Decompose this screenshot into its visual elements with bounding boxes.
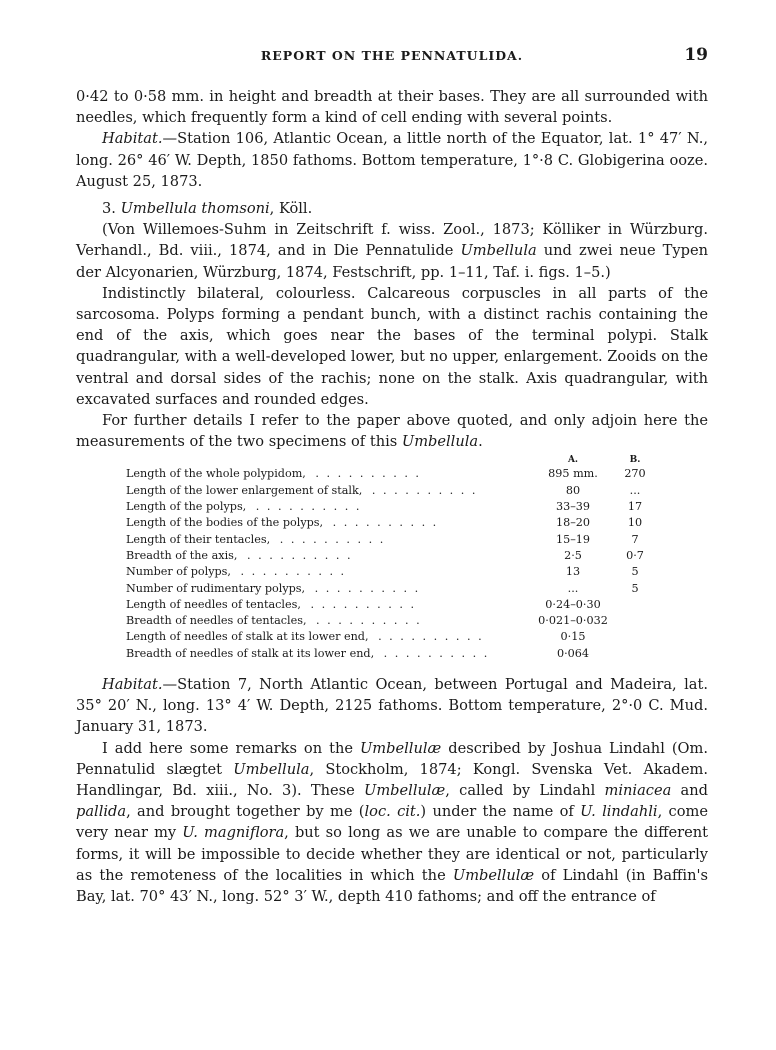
table-header-row bbox=[126, 454, 658, 466]
measurement-label: Length of the bodies of the polyps, bbox=[126, 516, 327, 529]
leader-dots: . . . . . . . . . . bbox=[234, 565, 347, 579]
synonymy-part-2: und zwei neue Typen der Alcyonarien, Würzburg, 1874, Festschrift, pp. 1–11, Taf. i. figs. 1–5.) bbox=[76, 242, 708, 281]
header-label-cell bbox=[126, 454, 534, 466]
leader-dots: . . . . . . . . . . bbox=[378, 646, 490, 660]
habitat-label: Habitat. bbox=[102, 676, 163, 694]
habitat-label: Habitat. bbox=[102, 130, 163, 148]
further-text: For further details I refer to the paper above quoted, and only adjoin here the measurements of the two specimens of this bbox=[76, 412, 708, 451]
table-row bbox=[126, 532, 658, 548]
remarks-text: of Lindahl (in Baffin's Bay, lat. 70° 43′ N., long. 52° 3′ W., depth 410 fathoms; and off the entrance of bbox=[76, 866, 708, 906]
measurement-label: Number of polyps, bbox=[126, 565, 235, 578]
specimen-a-value: 0·064 bbox=[556, 646, 590, 660]
remarks-text: , but so long as we are unable to compare the different forms, it will be impossible to decide whether they are identical or not, particularly as the remoteness of the localities in which the bbox=[76, 824, 708, 884]
specimen-b-value: 5 bbox=[631, 565, 639, 579]
paragraph-continuation: 0·42 to 0·58 mm. in height and breadth at their bases. They are all surrounded with needles, which frequently form a kind of cell ending with several points. bbox=[76, 88, 708, 127]
specimen-a-value: 33–39 bbox=[555, 500, 591, 514]
leader-dots: . . . . . . . . . . bbox=[309, 467, 421, 481]
table-row bbox=[126, 483, 658, 499]
synonymy-paragraph bbox=[76, 219, 708, 283]
specimen-a-value: ... bbox=[567, 581, 579, 595]
measurement-label-cell bbox=[126, 646, 534, 662]
measurement-label: Length of needles of tentacles, bbox=[126, 598, 305, 611]
leader-dots: . . . . . . . . . . bbox=[372, 630, 484, 644]
measurement-label: Length of their tentacles, bbox=[126, 533, 274, 546]
measurement-label-cell bbox=[126, 548, 534, 564]
measurement-label-cell bbox=[126, 466, 534, 482]
leader-dots: . . . . . . . . . . bbox=[310, 614, 422, 628]
leader-dots: . . . . . . . . . . bbox=[274, 532, 386, 546]
remarks-text: I add here some remarks on the bbox=[102, 739, 360, 757]
measurement-label: Breadth of needles of tentacles, bbox=[126, 614, 311, 627]
habitat-text: —Station 106, Atlantic Ocean, a little north of the Equator, lat. 1° 47′ N., long. 26° 46′ W. Depth, 1850 fathoms. Bottom temperature, 1°·8 C. Globigerina ooze. August 25, 1873. bbox=[76, 130, 708, 190]
remarks-text: , called by Lindahl bbox=[445, 782, 605, 800]
specimen-a-value: 13 bbox=[565, 565, 581, 579]
remarks-italic: Umbellulæ bbox=[360, 739, 442, 757]
leader-dots: . . . . . . . . . . bbox=[304, 597, 417, 611]
species-number: 3. bbox=[102, 200, 116, 218]
specimen-b-value bbox=[612, 613, 658, 629]
specimen-b-value: 5 bbox=[631, 581, 639, 595]
remarks-text: ) under the name of bbox=[420, 803, 581, 821]
leader-dots: . . . . . . . . . . bbox=[327, 516, 439, 530]
remarks-italic: Umbellulæ bbox=[364, 782, 446, 800]
specimen-a-value: 15–19 bbox=[555, 532, 591, 546]
synonymy-genus: Umbellula bbox=[460, 242, 537, 260]
description-paragraph: Indistinctly bilateral, colourless. Calcareous corpuscles in all parts of the sarcosoma. Polyps forming a pendant bunch, with a distinct rachis containing the end of the axis, which goes near the bases of the terminal polypi. Stalk quadrangular, with a well-developed lower, but no upper, enlargement. Zooids on the ventral and dorsal sides of the rachis; none on the stalk. Axis quadrangular, with excavated surfaces and rounded edges. bbox=[76, 284, 708, 408]
measurement-label: Length of the lower enlargement of stalk, bbox=[126, 484, 366, 497]
specimen-b-value bbox=[612, 597, 658, 613]
leader-dots: . . . . . . . . . . bbox=[241, 548, 353, 562]
table-row bbox=[126, 466, 658, 482]
measurement-label-cell bbox=[126, 629, 534, 645]
specimen-a-value: 0·24–0·30 bbox=[545, 597, 601, 611]
measurement-label-cell bbox=[126, 597, 534, 613]
measurement-label: Length of the whole polypidom, bbox=[126, 467, 310, 480]
measurements-table bbox=[126, 454, 658, 662]
specimen-a-value: 18–20 bbox=[555, 516, 591, 530]
leader-dots: . . . . . . . . . . bbox=[366, 483, 478, 497]
specimen-b-value bbox=[612, 646, 658, 662]
measurement-label: Length of needles of stalk at its lower end, bbox=[126, 630, 373, 643]
page-body bbox=[76, 86, 708, 907]
specimen-b-value: 0·7 bbox=[626, 548, 644, 562]
measurement-label: Breadth of the axis, bbox=[126, 549, 241, 562]
column-a-header: A. bbox=[567, 455, 579, 466]
further-end: . bbox=[478, 433, 483, 451]
species-name: Umbellula thomsoni bbox=[120, 200, 270, 218]
table-row bbox=[126, 629, 658, 645]
remarks-text: , come very near my bbox=[76, 803, 708, 842]
specimen-b-value: 17 bbox=[627, 500, 643, 514]
specimen-a-value: 80 bbox=[565, 483, 581, 497]
remarks-paragraph bbox=[76, 738, 708, 908]
remarks-text: described by Joshua Lindahl (Om. Pennatulid slægtet bbox=[76, 739, 708, 778]
remarks-text: , and brought together by me ( bbox=[126, 803, 365, 821]
habitat-paragraph-2 bbox=[76, 674, 708, 738]
measurement-label-cell bbox=[126, 581, 534, 597]
measurement-label-cell bbox=[126, 613, 534, 629]
specimen-a-value: 2·5 bbox=[564, 548, 582, 562]
specimen-a-value: 0·021–0·032 bbox=[538, 614, 608, 628]
column-b-header: B. bbox=[629, 455, 641, 466]
table-row bbox=[126, 597, 658, 613]
synonymy-part-1: (Von Willemoes-Suhm in Zeitschrift f. wiss. Zool., 1873; Kölliker in Würzburg. Verhandl., Bd. viii., 1874, and in Die Pennatulide bbox=[76, 221, 708, 260]
specimen-b-value: 270 bbox=[624, 467, 646, 481]
remarks-text: , Stockholm, 1874; Kongl. Svenska Vet. Akadem. Handlingar, Bd. xiii., No. 3). These bbox=[76, 760, 708, 800]
remarks-text: and bbox=[671, 782, 708, 800]
leader-dots: . . . . . . . . . . bbox=[309, 581, 421, 595]
measurement-label-cell bbox=[126, 499, 534, 515]
further-genus: Umbellula bbox=[401, 433, 479, 451]
remarks-italic: U. magniflora bbox=[182, 824, 285, 842]
specimen-a-value: 0·15 bbox=[560, 630, 586, 644]
specimen-b-value: ... bbox=[629, 483, 641, 497]
remarks-italic: U. lindahli bbox=[580, 803, 658, 821]
table-row bbox=[126, 564, 658, 580]
table-row bbox=[126, 646, 658, 662]
measurement-label-cell bbox=[126, 564, 534, 580]
measurements-table-wrap bbox=[76, 454, 708, 662]
habitat-text: —Station 7, North Atlantic Ocean, between Portugal and Madeira, lat. 35° 20′ N., long. 13° 4′ W. Depth, 2125 fathoms. Bottom temperature, 2°·0 C. Mud. January 31, 1873. bbox=[76, 676, 708, 736]
species-author: , Köll. bbox=[269, 200, 313, 218]
table-row bbox=[126, 499, 658, 515]
specimen-b-value bbox=[612, 629, 658, 645]
remarks-italic: Umbellulæ bbox=[452, 866, 535, 884]
remarks-italic: loc. cit. bbox=[364, 803, 421, 821]
remarks-italic: Umbellula bbox=[233, 760, 310, 778]
page-header bbox=[76, 45, 708, 70]
table-row bbox=[126, 613, 658, 629]
table-row bbox=[126, 548, 658, 564]
measurement-label: Number of rudimentary polyps, bbox=[126, 582, 309, 595]
page-number: 19 bbox=[684, 45, 708, 65]
table-row bbox=[126, 581, 658, 597]
specimen-b-value: 10 bbox=[627, 516, 643, 530]
remarks-italic: miniacea bbox=[604, 782, 672, 800]
species-heading bbox=[76, 198, 708, 219]
further-details-paragraph bbox=[76, 410, 708, 452]
specimen-b-value: 7 bbox=[631, 532, 639, 546]
measurement-label-cell bbox=[126, 483, 534, 499]
leader-dots: . . . . . . . . . . bbox=[250, 500, 362, 514]
measurement-label: Breadth of needles of stalk at its lower end, bbox=[126, 647, 378, 660]
measurement-label-cell bbox=[126, 515, 534, 531]
measurement-label: Length of the polyps, bbox=[126, 500, 250, 513]
habitat-paragraph-1 bbox=[76, 128, 708, 192]
remarks-italic: pallida bbox=[76, 803, 127, 821]
measurement-label-cell bbox=[126, 532, 534, 548]
running-title: REPORT ON THE PENNATULIDA. bbox=[260, 48, 524, 63]
specimen-a-value: 895 mm. bbox=[548, 467, 598, 481]
table-row bbox=[126, 515, 658, 531]
